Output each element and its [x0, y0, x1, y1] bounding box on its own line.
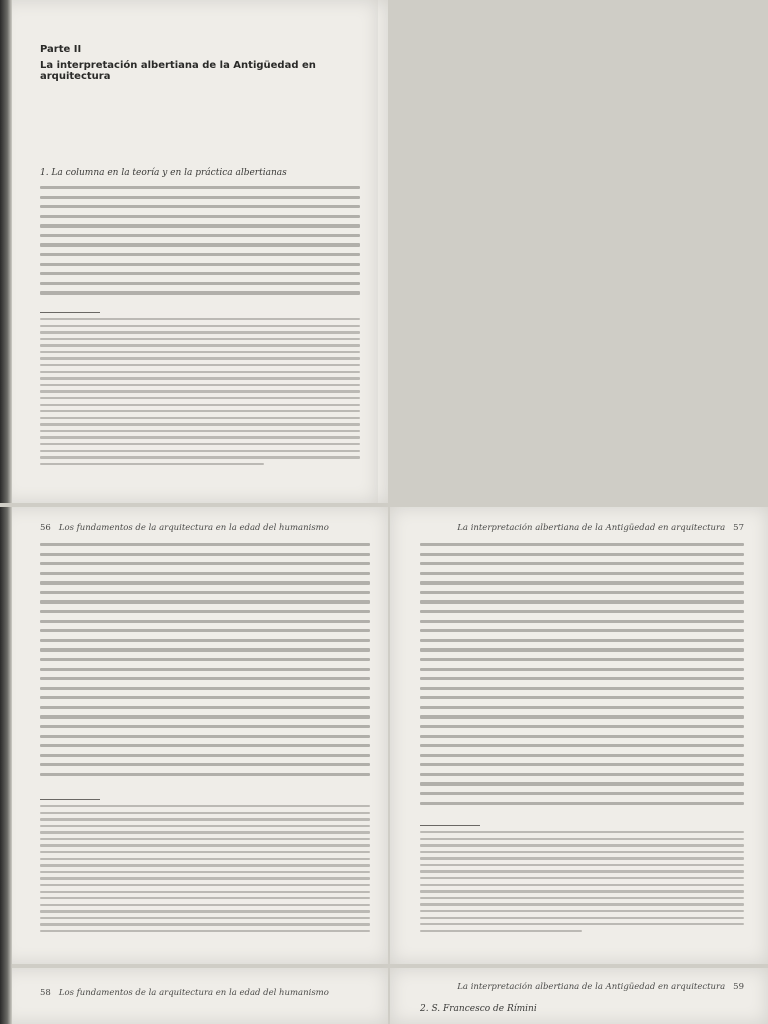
running-head-title: La interpretación albertiana de la Antigüedad en arquitectura	[457, 523, 726, 533]
footnote-rule	[40, 312, 100, 313]
footnotes	[420, 831, 744, 941]
book-spine-shadow	[0, 507, 12, 1024]
page-number: 59	[733, 982, 744, 992]
page-56	[0, 507, 388, 964]
body-text	[420, 543, 744, 813]
body-text	[40, 186, 360, 306]
running-head	[40, 988, 329, 998]
part-label: Parte II	[40, 44, 82, 55]
page-number: 56	[40, 523, 51, 533]
running-head	[457, 982, 744, 992]
page-59	[390, 968, 768, 1024]
page-number: 57	[733, 523, 744, 533]
running-head	[457, 523, 744, 533]
running-head-title: Los fundamentos de la arquitectura en la edad del humanismo	[58, 523, 329, 533]
page-58	[0, 968, 388, 1024]
footnotes	[40, 805, 370, 945]
body-text	[40, 543, 370, 793]
footnotes	[40, 318, 360, 478]
running-head-title: Los fundamentos de la arquitectura en la edad del humanismo	[58, 988, 329, 998]
part-title: La interpretación albertiana de la Antigüedad en arquitectura	[40, 60, 316, 82]
section-heading: 2. S. Francesco de Rímini	[420, 1004, 537, 1014]
page-number: 58	[40, 988, 51, 998]
footnote-rule	[40, 799, 100, 800]
section-heading: 1. La columna en la teoría y en la práctica albertianas	[40, 168, 287, 178]
book-spine-shadow	[0, 0, 12, 503]
running-head-title: La interpretación albertiana de la Antigüedad en arquitectura	[457, 982, 726, 992]
footnote-rule	[420, 825, 480, 826]
page-55	[0, 0, 378, 503]
page-57	[390, 507, 768, 964]
running-head	[40, 523, 329, 533]
